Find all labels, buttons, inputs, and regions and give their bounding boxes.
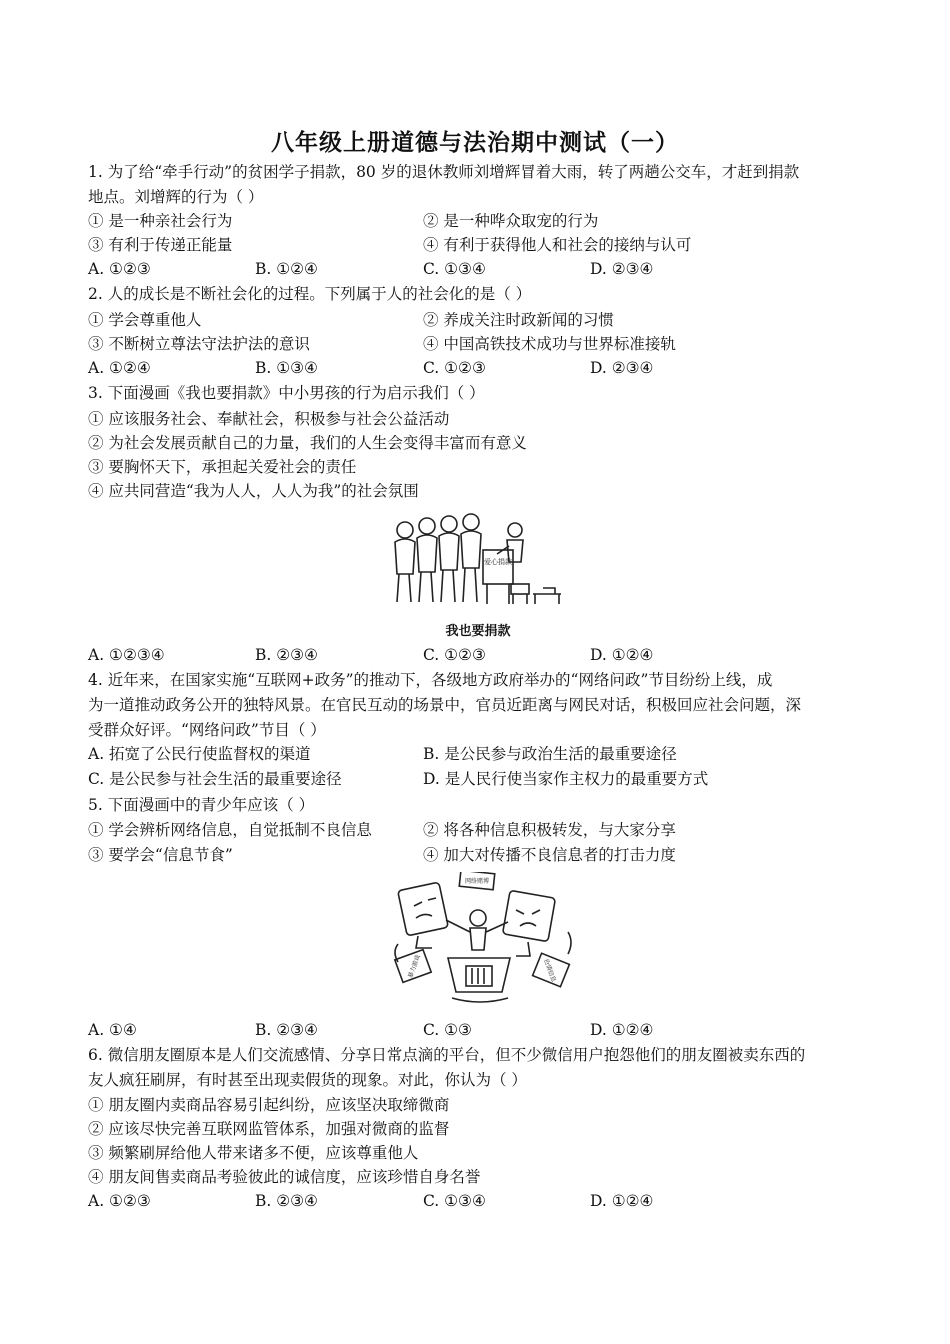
q2-item-1: ① 学会尊重他人 — [88, 311, 202, 329]
q3-stem-line-1: 3. 下面漫画《我也要捐款》中小男孩的行为启示我们（ ） — [88, 384, 485, 402]
q3-item-3: ③ 要胸怀天下，承担起关爱社会的责任 — [88, 458, 357, 476]
q1-item-3: ③ 有利于传递正能量 — [88, 236, 233, 254]
donation-cartoon-caption: 我也要捐款 — [445, 624, 511, 639]
internet-label-3: 色情信息 — [542, 958, 557, 983]
q4-option-a: A. 拓宽了公民行使监督权的渠道 — [88, 745, 311, 763]
q3-item-4: ④ 应共同营造“我为人人，人人为我”的社会氛围 — [88, 482, 419, 500]
q5-item-3: ③ 要学会“信息节食” — [88, 846, 233, 864]
q2-stem-line-1: 2. 人的成长是不断社会化的过程。下列属于人的社会化的是（ ） — [88, 285, 532, 303]
donation-cartoon — [383, 512, 573, 642]
q6-option-b: B. ②③④ — [255, 1192, 318, 1210]
q6-stem-line-2: 友人疯狂刷屏，有时甚至出现卖假货的现象。对此，你认为（ ） — [88, 1071, 527, 1089]
q3-option-b: B. ②③④ — [255, 646, 318, 664]
q1-option-b: B. ①②④ — [255, 260, 318, 278]
q3-option-d: D. ①②④ — [590, 646, 654, 664]
q5-option-b: B. ②③④ — [255, 1021, 318, 1039]
q2-item-3: ③ 不断树立尊法守法护法的意识 — [88, 335, 310, 353]
page-title: 八年级上册道德与法治期中测试（一） — [271, 129, 679, 156]
q6-option-d: D. ①②④ — [590, 1192, 654, 1210]
q5-option-d: D. ①②④ — [590, 1021, 654, 1039]
q6-item-1: ① 朋友圈内卖商品容易引起纠纷，应该坚决取缔微商 — [88, 1096, 450, 1114]
q6-stem-line-1: 6. 微信朋友圈原本是人们交流感情、分享日常点滴的平台，但不少微信用户抱怨他们的朋友圈被卖东西的 — [88, 1046, 806, 1064]
q5-option-a: A. ①④ — [88, 1021, 137, 1039]
q2-option-b: B. ①③④ — [255, 359, 318, 377]
q3-option-a: A. ①②③④ — [88, 646, 165, 664]
q3-item-2: ② 为社会发展贡献自己的力量，我们的人生会变得丰富而有意义 — [88, 434, 527, 452]
q1-stem-line-1: 1. 为了给“牵手行动”的贫困学子捐款，80 岁的退休教师刘增辉冒着大雨，转了两趟公交车，才赶到捐款 — [88, 163, 800, 181]
q1-item-4: ④ 有利于获得他人和社会的接纳与认可 — [423, 236, 692, 254]
q1-stem-line-2: 地点。刘增辉的行为（ ） — [88, 188, 264, 206]
q4-option-b: B. 是公民参与政治生活的最重要途径 — [423, 745, 677, 763]
donation-box-label: 爱心捐款 — [484, 558, 512, 566]
q1-item-1: ① 是一种亲社会行为 — [88, 212, 233, 230]
q4-stem-line-1: 4. 近年来，在国家实施“互联网+政务”的推动下，各级地方政府举办的“网络问政”节目纷纷上线，成 — [88, 671, 773, 689]
q4-stem-line-2: 为一道推动政务公开的独特风景。在官民互动的场景中，官员近距离与网民对话，积极回应社会问题，深 — [88, 696, 802, 714]
q4-stem-line-3: 受群众好评。“网络问政”节目（ ） — [88, 721, 326, 739]
q1-option-d: D. ②③④ — [590, 260, 654, 278]
q3-option-c: C. ①②③ — [423, 646, 486, 664]
q1-item-2: ② 是一种哗众取宠的行为 — [423, 212, 599, 230]
q3-item-1: ① 应该服务社会、奉献社会，积极参与社会公益活动 — [88, 410, 450, 428]
donation-cartoon-drawing — [383, 512, 573, 612]
internet-label-1: 网络赌博 — [464, 878, 490, 885]
internet-cartoon — [388, 872, 578, 1012]
q6-option-c: C. ①③④ — [423, 1192, 486, 1210]
q5-stem-line-1: 5. 下面漫画中的青少年应该（ ） — [88, 796, 315, 814]
q5-option-c: C. ①③ — [423, 1021, 472, 1039]
internet-cartoon-drawing — [388, 872, 578, 1012]
q2-item-2: ② 养成关注时政新闻的习惯 — [423, 311, 614, 329]
q4-option-c: C. 是公民参与社会生活的最重要途径 — [88, 770, 342, 788]
q2-option-c: C. ①②③ — [423, 359, 486, 377]
q2-item-4: ④ 中国高铁技术成功与世界标准接轨 — [423, 335, 676, 353]
q2-option-a: A. ①②④ — [88, 359, 151, 377]
q6-item-4: ④ 朋友间售卖商品考验彼此的诚信度，应该珍惜自身名誉 — [88, 1168, 481, 1186]
q5-item-1: ① 学会辨析网络信息，自觉抵制不良信息 — [88, 821, 372, 839]
q6-item-3: ③ 频繁刷屏给他人带来诸多不便，应该尊重他人 — [88, 1144, 419, 1162]
q2-option-d: D. ②③④ — [590, 359, 654, 377]
internet-label-2: 暴力游戏 — [407, 954, 422, 979]
q6-item-2: ② 应该尽快完善互联网监管体系，加强对微商的监督 — [88, 1120, 450, 1138]
q1-option-a: A. ①②③ — [88, 260, 151, 278]
q5-item-4: ④ 加大对传播不良信息者的打击力度 — [423, 846, 676, 864]
q1-option-c: C. ①③④ — [423, 260, 486, 278]
q5-item-2: ② 将各种信息积极转发，与大家分享 — [423, 821, 676, 839]
q4-option-d: D. 是人民行使当家作主权力的最重要方式 — [423, 770, 709, 788]
q6-option-a: A. ①②③ — [88, 1192, 151, 1210]
